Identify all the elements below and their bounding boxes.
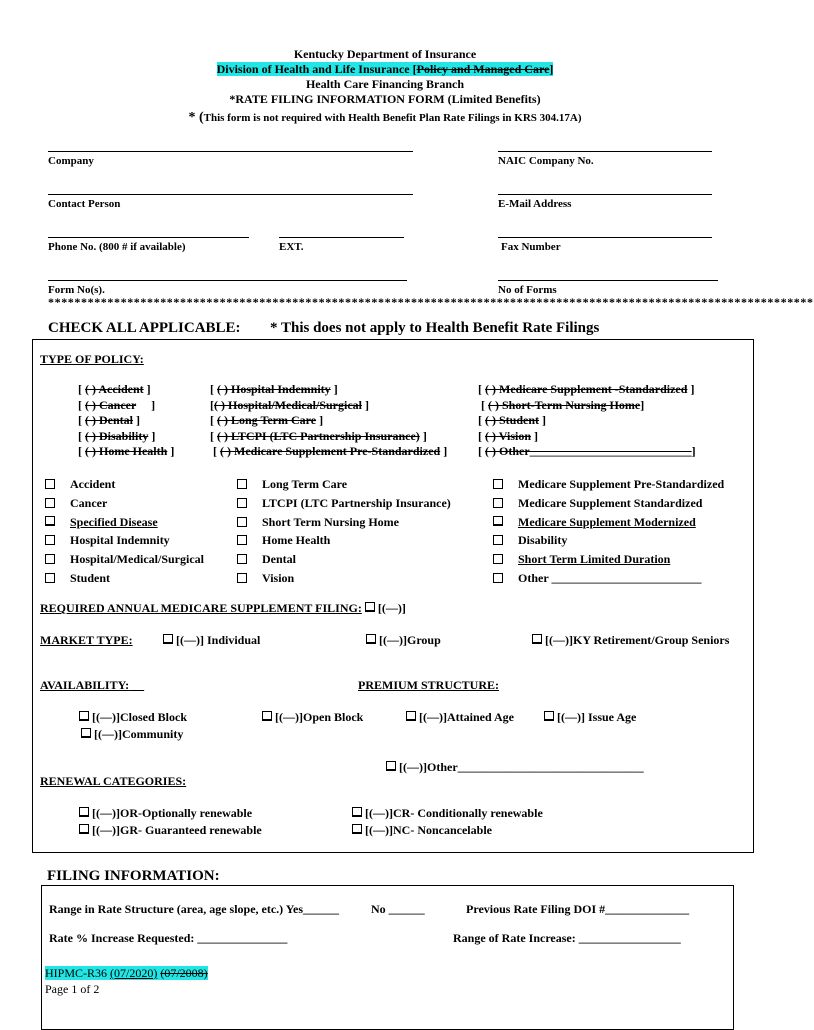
checkbox[interactable]	[493, 554, 503, 564]
old-type-item: [ ( ) Medicare Supplement Pre-Standardized ]	[210, 444, 448, 458]
checkbox[interactable]	[45, 535, 55, 545]
email-line[interactable]	[498, 194, 712, 195]
page-number: Page 1 of 2	[45, 982, 100, 996]
contact-line[interactable]	[48, 194, 413, 195]
type-student[interactable]: Student	[45, 569, 204, 588]
fax-label: Fax Number	[501, 241, 561, 253]
old-type-item: [ ( ) Short-Term Nursing Home]	[478, 397, 645, 412]
range-of-rate-increase[interactable]: Range of Rate Increase: _________________	[453, 931, 681, 945]
premium-other[interactable]: [(—)]Other_______________________________	[386, 760, 644, 775]
phone-line[interactable]	[48, 237, 249, 238]
availability-closed-block[interactable]: [(—)]Closed Block	[79, 710, 187, 725]
phone-label: Phone No. (800 # if available)	[48, 241, 186, 253]
types-col2	[237, 475, 451, 588]
checkbox[interactable]	[386, 761, 396, 771]
type-medsupp-pre[interactable]: Medicare Supplement Pre-Standardized	[493, 475, 724, 494]
contact-label: Contact Person	[48, 198, 121, 210]
type-short-term-nursing[interactable]: Short Term Nursing Home	[237, 513, 451, 532]
company-label: Company	[48, 155, 94, 167]
renewal-nc[interactable]: [(—)]NC- Noncancelable	[352, 823, 492, 838]
checkbox[interactable]	[237, 554, 247, 564]
old-type-item: [ ( ) Home Health ]	[78, 444, 175, 458]
checkbox[interactable]	[493, 498, 503, 508]
email-label: E-Mail Address	[498, 198, 572, 210]
checkbox[interactable]	[79, 807, 89, 817]
checkbox[interactable]	[237, 535, 247, 545]
old-type-item: [ ( ) Long Term Care ]	[210, 413, 324, 427]
checkbox[interactable]	[237, 498, 247, 508]
checkbox[interactable]	[45, 573, 55, 583]
naic-line[interactable]	[498, 151, 712, 152]
star-divider: ********************************************************************************************************************	[48, 295, 814, 309]
old-type-item: [ ( ) Student ]	[478, 413, 547, 427]
form-title: *RATE FILING INFORMATION FORM (Limited Benefits)	[229, 92, 541, 106]
checkbox[interactable]	[493, 573, 503, 583]
header-division: Division of Health and Life Insurance [Policy and Managed Care]	[216, 62, 554, 76]
checkbox[interactable]	[493, 516, 503, 526]
fax-line[interactable]	[498, 237, 712, 238]
old-type-item: [ ( ) LTCPI (LTC Partnership Insurance) ]	[210, 428, 427, 443]
checkbox[interactable]	[237, 517, 247, 527]
type-vision[interactable]: Vision	[237, 569, 451, 588]
type-short-term-limited[interactable]: Short Term Limited Duration	[493, 550, 724, 569]
checkbox[interactable]	[493, 535, 503, 545]
type-of-policy-label: TYPE OF POLICY:	[40, 352, 144, 366]
checkbox[interactable]	[45, 479, 55, 489]
type-accident[interactable]: Accident	[45, 475, 204, 494]
old-type-item: [ ( ) Dental ]	[78, 413, 140, 427]
types-col3	[493, 475, 724, 588]
ext-label: EXT.	[279, 241, 304, 253]
checkbox[interactable]	[79, 824, 89, 834]
checkbox[interactable]	[45, 498, 55, 508]
old-types-col3	[478, 382, 696, 460]
old-type-item: [ ( ) Medicare Supplement -Standardized ]	[478, 382, 695, 396]
required-annual-row: REQUIRED ANNUAL MEDICARE SUPPLEMENT FILING: [(—)]	[40, 601, 406, 615]
naic-label: NAIC Company No.	[498, 155, 594, 167]
old-type-item: [ ( ) Accident ]	[78, 382, 151, 396]
availability-open-block[interactable]: [(—)]Open Block	[262, 710, 363, 725]
renewal-or[interactable]: [(—)]OR-Optionally renewable	[79, 806, 252, 821]
header-note: * (This form is not required with Health Benefit Plan Rate Filings in KRS 304.17A)	[188, 110, 582, 125]
type-disability[interactable]: Disability	[493, 531, 724, 550]
type-dental[interactable]: Dental	[237, 550, 451, 569]
availability-community[interactable]: [(—)]Community	[81, 727, 183, 742]
header-line1: Kentucky Department of Insurance	[293, 47, 477, 61]
type-cancer[interactable]: Cancer	[45, 494, 204, 513]
checkbox[interactable]	[532, 634, 542, 644]
old-type-item: [ ( ) Vision ]	[478, 428, 539, 443]
checkbox[interactable]	[237, 479, 247, 489]
type-specified-disease[interactable]: Specified Disease	[45, 513, 204, 532]
premium-issue-age[interactable]: [(—)] Issue Age	[544, 710, 636, 725]
previous-filing-doi[interactable]: Previous Rate Filing DOI #______________	[466, 902, 690, 916]
premium-structure-label: PREMIUM STRUCTURE:	[358, 678, 499, 692]
checkbox[interactable]	[544, 711, 554, 721]
market-individual[interactable]: [(—)] Individual	[163, 633, 260, 648]
ext-line[interactable]	[279, 237, 404, 238]
checkbox[interactable]	[352, 807, 362, 817]
renewal-gr[interactable]: [(—)]GR- Guaranteed renewable	[79, 823, 262, 838]
market-type-label: MARKET TYPE:	[40, 633, 133, 647]
availability-label: AVAILABILITY:	[40, 678, 130, 692]
old-type-item: [ ( ) Hospital Indemnity ]	[210, 382, 338, 396]
checkbox[interactable]	[493, 479, 503, 489]
header-branch: Health Care Financing Branch	[305, 77, 465, 91]
checkbox[interactable]	[81, 728, 91, 738]
old-type-item: [( ) Hospital/Medical/Surgical ]	[210, 397, 369, 412]
type-other[interactable]: Other _________________________	[493, 569, 724, 588]
premium-attained-age[interactable]: [(—)]Attained Age	[406, 710, 514, 725]
range-no[interactable]: No ______	[371, 902, 425, 916]
filing-info-title: FILING INFORMATION:	[47, 868, 220, 884]
checkbox[interactable]	[163, 634, 173, 644]
checkbox[interactable]	[365, 602, 375, 612]
renewal-cr[interactable]: [(—)]CR- Conditionally renewable	[352, 806, 543, 821]
checkbox[interactable]	[237, 573, 247, 583]
check-all-label: CHECK ALL APPLICABLE:	[48, 320, 241, 336]
old-type-item: [ ( ) Cancer ]	[78, 397, 156, 412]
old-type-item: [ ( ) Other___________________________]	[478, 444, 696, 458]
checkbox[interactable]	[366, 634, 376, 644]
num-forms-label: No of Forms	[498, 284, 557, 296]
range-rate-structure[interactable]: Range in Rate Structure (area, age slope, etc.) Yes______	[49, 902, 340, 916]
type-ltcpi[interactable]: LTCPI (LTC Partnership Insurance)	[237, 494, 451, 513]
check-note: * This does not apply to Health Benefit Rate Filings	[270, 320, 600, 336]
type-long-term-care[interactable]: Long Term Care	[237, 475, 451, 494]
checkbox[interactable]	[262, 711, 272, 721]
checkbox[interactable]	[406, 711, 416, 721]
market-ky-retirement[interactable]: [(—)]KY Retirement/Group Seniors	[532, 633, 729, 648]
types-col1	[45, 475, 204, 588]
old-type-item: [ ( ) Disability ]	[78, 428, 156, 443]
type-medsupp-modernized[interactable]: Medicare Supplement Modernized	[493, 513, 724, 532]
renewal-categories-label: RENEWAL CATEGORIES:	[40, 774, 187, 788]
checkbox[interactable]	[45, 516, 55, 526]
old-types-col2	[210, 382, 447, 460]
forms-label: Form No(s).	[48, 284, 105, 296]
company-line[interactable]	[48, 151, 413, 152]
num-forms-line[interactable]	[498, 280, 718, 281]
form-code: HIPMC-R36 (07/2020) (07/2008)	[45, 966, 208, 980]
forms-line[interactable]	[48, 280, 407, 281]
rate-increase-requested[interactable]: Rate % Increase Requested: _______________	[49, 931, 288, 945]
type-hospital-indemnity[interactable]: Hospital Indemnity	[45, 531, 204, 550]
market-group[interactable]: [(—)]Group	[366, 633, 441, 648]
old-types-col1	[78, 382, 174, 460]
type-medsupp-std[interactable]: Medicare Supplement Standardized	[493, 494, 724, 513]
checkbox[interactable]	[352, 824, 362, 834]
checkbox[interactable]	[45, 554, 55, 564]
checkbox[interactable]	[79, 711, 89, 721]
type-home-health[interactable]: Home Health	[237, 531, 451, 550]
type-hospital-medical-surgical[interactable]: Hospital/Medical/Surgical	[45, 550, 204, 569]
